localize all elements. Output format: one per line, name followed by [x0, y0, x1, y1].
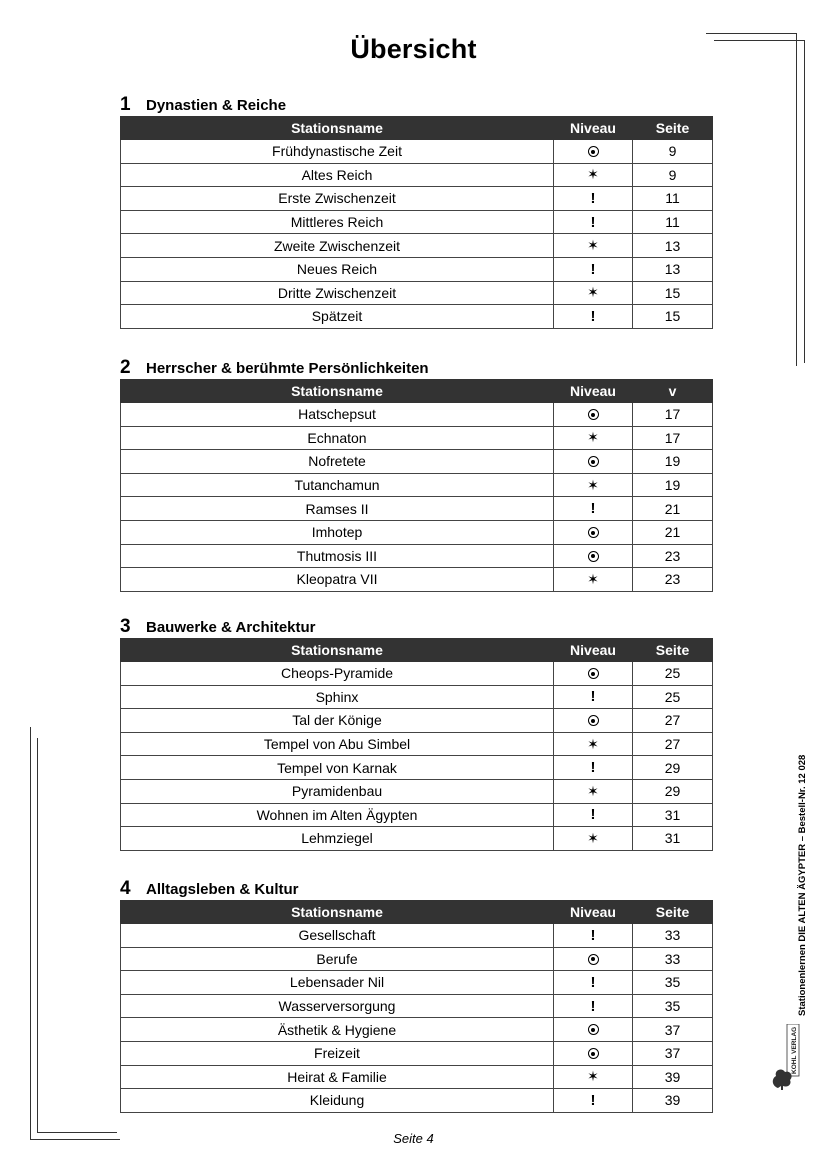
station-name: Neues Reich — [121, 257, 554, 281]
section-buildings — [120, 616, 712, 851]
station-level — [554, 1065, 633, 1089]
level-star-icon: ✶ — [587, 782, 599, 799]
table-row — [121, 827, 713, 851]
station-level — [554, 685, 633, 709]
level-exclamation-icon: ! — [590, 307, 596, 325]
station-name: Heirat & Familie — [121, 1065, 554, 1089]
station-page: 11 — [633, 187, 713, 211]
station-page: 27 — [633, 732, 713, 756]
station-page: 29 — [633, 779, 713, 803]
level-star-icon: ✶ — [587, 429, 599, 446]
table-row — [121, 779, 713, 803]
level-circle-icon — [588, 954, 599, 965]
station-page: 33 — [633, 947, 713, 971]
station-name: Lehmziegel — [121, 827, 554, 851]
level-exclamation-icon: ! — [590, 926, 596, 944]
station-page: 17 — [633, 426, 713, 450]
level-circle-icon — [588, 409, 599, 420]
level-exclamation-icon: ! — [590, 973, 596, 991]
level-circle-icon — [588, 1024, 599, 1035]
level-star-icon: ✶ — [587, 570, 599, 587]
station-name: Nofretete — [121, 450, 554, 474]
table-row — [121, 210, 713, 234]
station-name: Frühdynastische Zeit — [121, 140, 554, 164]
level-circle-icon — [588, 527, 599, 538]
section-number: 1 — [120, 94, 131, 115]
level-exclamation-icon: ! — [590, 260, 596, 278]
level-exclamation-icon: ! — [590, 759, 596, 777]
station-name: Tempel von Abu Simbel — [121, 732, 554, 756]
table-row — [121, 520, 713, 544]
level-circle-icon — [588, 551, 599, 562]
section-heading — [120, 616, 712, 638]
station-level — [554, 140, 633, 164]
column-header-station: Stationsname — [121, 901, 554, 924]
level-exclamation-icon: ! — [590, 213, 596, 231]
station-page: 19 — [633, 450, 713, 474]
level-circle-icon — [588, 668, 599, 679]
table-row — [121, 924, 713, 948]
station-level — [554, 732, 633, 756]
table-row — [121, 140, 713, 164]
table-row — [121, 403, 713, 427]
section-title: Bauwerke & Architektur — [146, 619, 316, 636]
level-exclamation-icon: ! — [590, 189, 596, 207]
publisher-logo — [770, 1024, 800, 1090]
level-star-icon: ✶ — [587, 735, 599, 752]
station-level — [554, 450, 633, 474]
table-row — [121, 971, 713, 995]
station-page: 35 — [633, 994, 713, 1018]
column-header-station: Stationsname — [121, 639, 554, 662]
level-star-icon: ✶ — [587, 237, 599, 254]
station-name: Cheops-Pyramide — [121, 662, 554, 686]
station-level — [554, 473, 633, 497]
station-name: Tal der Könige — [121, 709, 554, 733]
station-level — [554, 756, 633, 780]
station-level — [554, 234, 633, 258]
table-row — [121, 450, 713, 474]
station-level — [554, 971, 633, 995]
station-name: Tutanchamun — [121, 473, 554, 497]
table-row — [121, 709, 713, 733]
table-row — [121, 947, 713, 971]
table-header-row — [121, 117, 713, 140]
station-page: 37 — [633, 1018, 713, 1042]
table-header-row — [121, 639, 713, 662]
station-level — [554, 403, 633, 427]
level-star-icon: ✶ — [587, 284, 599, 301]
station-page: 17 — [633, 403, 713, 427]
station-level — [554, 257, 633, 281]
station-name: Spätzeit — [121, 305, 554, 329]
station-level — [554, 187, 633, 211]
station-page: 29 — [633, 756, 713, 780]
station-name: Tempel von Karnak — [121, 756, 554, 780]
station-level — [554, 497, 633, 521]
level-star-icon: ✶ — [587, 829, 599, 846]
section-number: 2 — [120, 357, 131, 378]
station-level — [554, 924, 633, 948]
station-level — [554, 426, 633, 450]
station-page: 19 — [633, 473, 713, 497]
section-title: Alltagsleben & Kultur — [146, 881, 299, 898]
column-header-station: Stationsname — [121, 117, 554, 140]
station-name: Mittleres Reich — [121, 210, 554, 234]
station-name: Zweite Zwischenzeit — [121, 234, 554, 258]
station-page: 13 — [633, 234, 713, 258]
station-page: 23 — [633, 544, 713, 568]
station-name: Echnaton — [121, 426, 554, 450]
station-name: Hatschepsut — [121, 403, 554, 427]
station-name: Altes Reich — [121, 163, 554, 187]
station-table — [120, 379, 713, 592]
table-header-row — [121, 901, 713, 924]
station-page: 25 — [633, 662, 713, 686]
section-number: 3 — [120, 616, 131, 637]
station-name: Wasserversorgung — [121, 994, 554, 1018]
column-header-page: Seite — [633, 639, 713, 662]
level-star-icon: ✶ — [587, 166, 599, 183]
level-circle-icon — [588, 1048, 599, 1059]
level-exclamation-icon: ! — [590, 806, 596, 824]
station-name: Kleopatra VII — [121, 568, 554, 592]
station-level — [554, 544, 633, 568]
frame-bottom-left-v2 — [37, 738, 38, 1132]
table-row — [121, 756, 713, 780]
table-row — [121, 568, 713, 592]
section-heading — [120, 357, 712, 379]
section-title: Herrscher & berühmte Persönlichkeiten — [146, 360, 429, 377]
logo-text: KOHL VERLAG — [791, 1026, 798, 1074]
station-name: Pyramidenbau — [121, 779, 554, 803]
table-row — [121, 305, 713, 329]
station-level — [554, 1041, 633, 1065]
station-page: 35 — [633, 971, 713, 995]
station-level — [554, 568, 633, 592]
section-rulers — [120, 357, 712, 592]
table-row — [121, 803, 713, 827]
station-table — [120, 116, 713, 329]
station-level — [554, 1089, 633, 1113]
level-star-icon: ✶ — [587, 476, 599, 493]
station-level — [554, 520, 633, 544]
logo-tree-icon — [773, 1069, 792, 1090]
station-level — [554, 827, 633, 851]
table-row — [121, 1041, 713, 1065]
station-page: 25 — [633, 685, 713, 709]
table-row — [121, 497, 713, 521]
station-name: Kleidung — [121, 1089, 554, 1113]
station-name: Freizeit — [121, 1041, 554, 1065]
level-circle-icon — [588, 146, 599, 157]
station-level — [554, 662, 633, 686]
column-header-page: Seite — [633, 901, 713, 924]
table-row — [121, 1018, 713, 1042]
column-header-level: Niveau — [554, 639, 633, 662]
level-exclamation-icon: ! — [590, 688, 596, 706]
station-name: Ästhetik & Hygiene — [121, 1018, 554, 1042]
level-star-icon: ✶ — [587, 1068, 599, 1085]
station-level — [554, 1018, 633, 1042]
level-exclamation-icon: ! — [590, 997, 596, 1015]
column-header-level: Niveau — [554, 380, 633, 403]
station-level — [554, 163, 633, 187]
station-level — [554, 305, 633, 329]
frame-bottom-left-v1 — [30, 727, 31, 1139]
station-level — [554, 779, 633, 803]
station-page: 39 — [633, 1065, 713, 1089]
table-row — [121, 685, 713, 709]
table-row — [121, 426, 713, 450]
station-page: 31 — [633, 803, 713, 827]
station-level — [554, 947, 633, 971]
table-row — [121, 163, 713, 187]
station-table — [120, 900, 713, 1113]
station-page: 15 — [633, 281, 713, 305]
column-header-station: Stationsname — [121, 380, 554, 403]
station-name: Ramses II — [121, 497, 554, 521]
station-name: Imhotep — [121, 520, 554, 544]
level-exclamation-icon: ! — [590, 500, 596, 518]
station-name: Dritte Zwischenzeit — [121, 281, 554, 305]
station-level — [554, 803, 633, 827]
page-title: Übersicht — [350, 34, 477, 64]
station-name: Gesellschaft — [121, 924, 554, 948]
section-daily-life — [120, 878, 712, 1113]
section-heading — [120, 878, 712, 900]
station-page: 39 — [633, 1089, 713, 1113]
station-page: 21 — [633, 520, 713, 544]
section-dynasties — [120, 94, 712, 329]
station-level — [554, 210, 633, 234]
page-footer: Seite 4 — [393, 1131, 434, 1146]
table-row — [121, 732, 713, 756]
section-title: Dynastien & Reiche — [146, 97, 287, 114]
station-name: Sphinx — [121, 685, 554, 709]
table-row — [121, 662, 713, 686]
table-row — [121, 234, 713, 258]
station-page: 33 — [633, 924, 713, 948]
table-row — [121, 1089, 713, 1113]
station-level — [554, 281, 633, 305]
station-name: Erste Zwischenzeit — [121, 187, 554, 211]
station-page: 15 — [633, 305, 713, 329]
column-header-page: Seite — [633, 117, 713, 140]
station-level — [554, 709, 633, 733]
level-exclamation-icon: ! — [590, 1091, 596, 1109]
station-name: Thutmosis III — [121, 544, 554, 568]
level-circle-icon — [588, 456, 599, 467]
table-row — [121, 187, 713, 211]
section-heading — [120, 94, 712, 116]
station-level — [554, 994, 633, 1018]
table-row — [121, 257, 713, 281]
station-table — [120, 638, 713, 851]
column-header-level: Niveau — [554, 901, 633, 924]
table-row — [121, 544, 713, 568]
table-row — [121, 473, 713, 497]
station-name: Wohnen im Alten Ägypten — [121, 803, 554, 827]
section-number: 4 — [120, 878, 131, 899]
station-page: 9 — [633, 140, 713, 164]
station-page: 27 — [633, 709, 713, 733]
frame-top-right-v2 — [804, 40, 805, 363]
station-page: 9 — [633, 163, 713, 187]
table-header-row — [121, 380, 713, 403]
table-row — [121, 994, 713, 1018]
station-page: 37 — [633, 1041, 713, 1065]
station-page: 23 — [633, 568, 713, 592]
table-row — [121, 281, 713, 305]
level-circle-icon — [588, 715, 599, 726]
station-page: 31 — [633, 827, 713, 851]
column-header-page: v — [633, 380, 713, 403]
station-name: Berufe — [121, 947, 554, 971]
side-label: Stationenlernen DIE ALTEN ÄGYPTER – Bestell-Nr. 12 028 — [797, 754, 808, 1016]
station-page: 21 — [633, 497, 713, 521]
station-name: Lebensader Nil — [121, 971, 554, 995]
table-row — [121, 1065, 713, 1089]
station-page: 11 — [633, 210, 713, 234]
column-header-level: Niveau — [554, 117, 633, 140]
station-page: 13 — [633, 257, 713, 281]
frame-top-right-v1 — [796, 33, 797, 366]
